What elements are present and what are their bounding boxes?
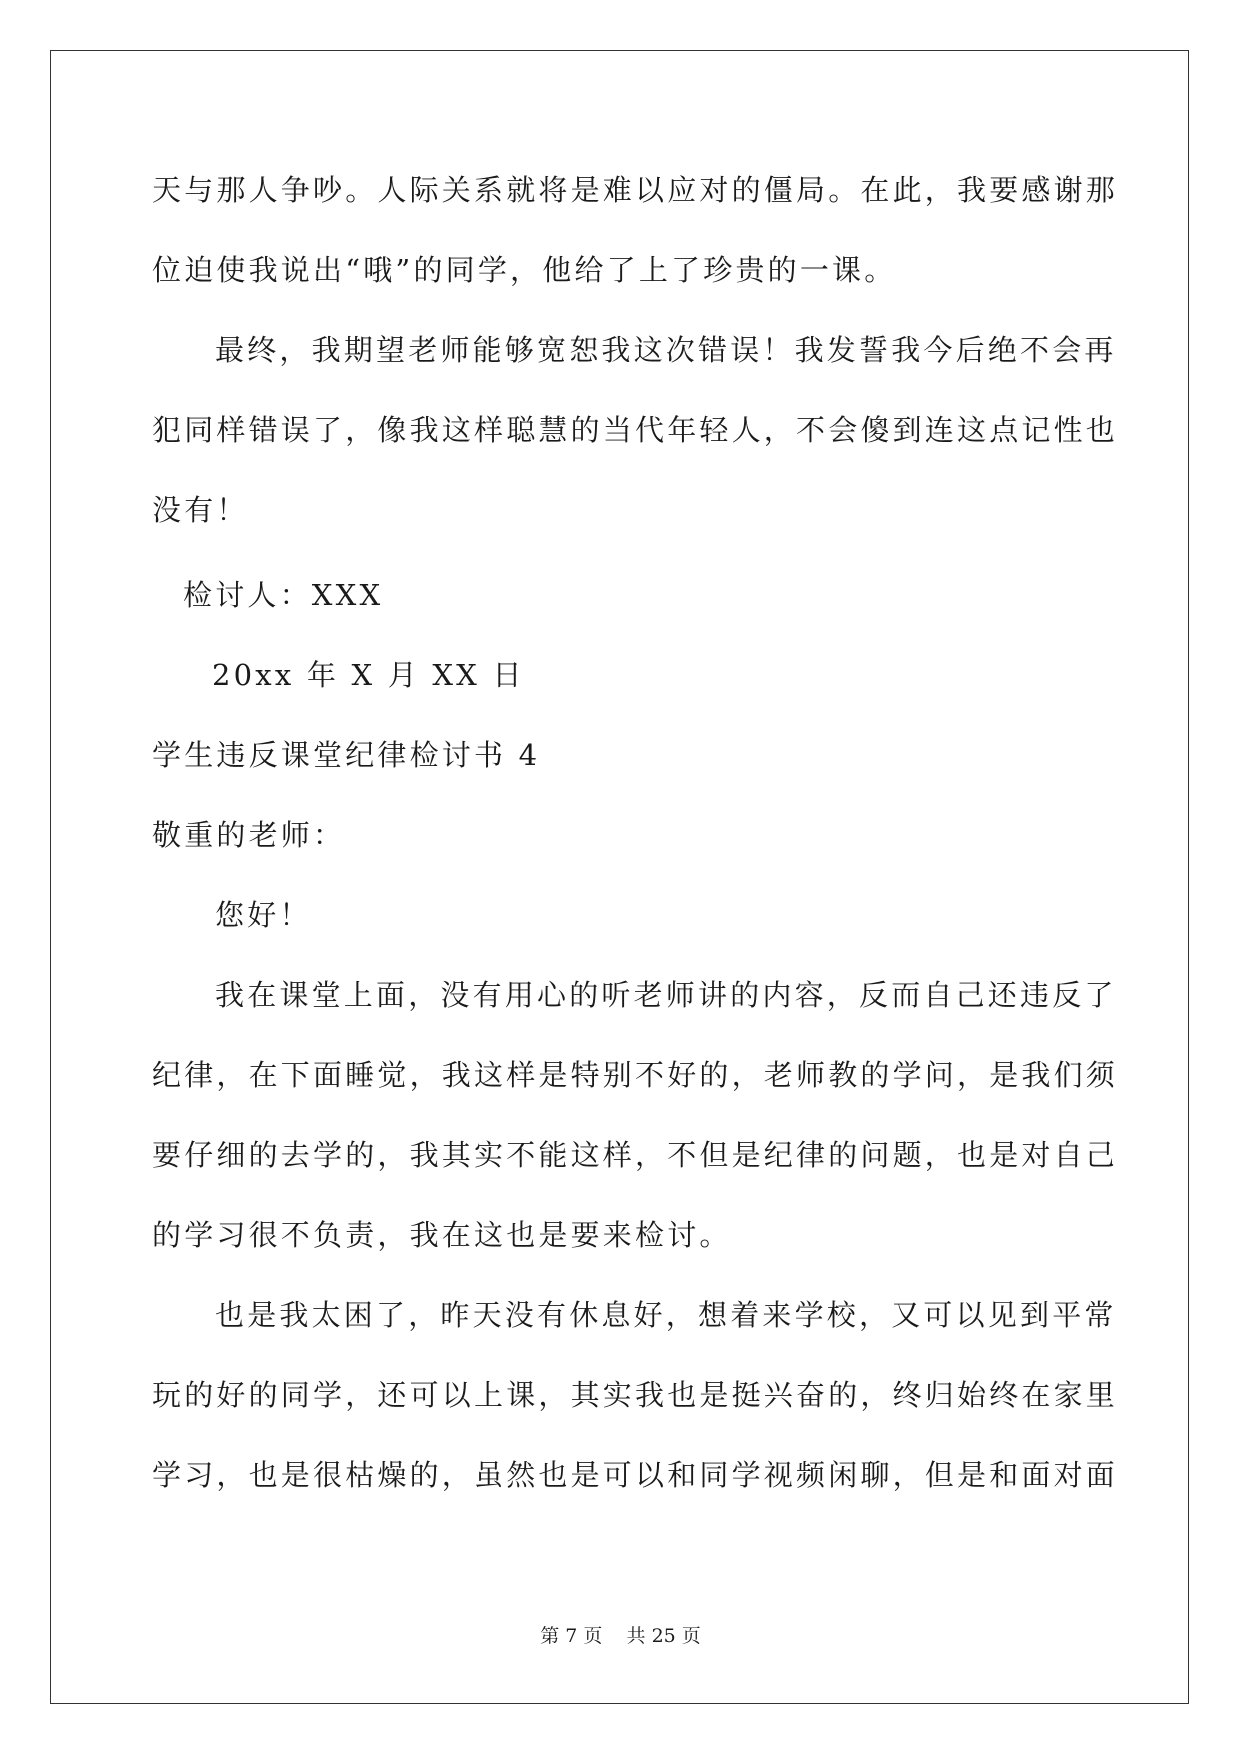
section-title: 学生违反课堂纪律检讨书 4 — [152, 738, 541, 772]
paragraph-start: 最终，我期望老师能够宽恕我这次错误！我发誓我今后绝不会再 — [215, 333, 1117, 367]
date-line: 20xx 年 X 月 XX 日 — [212, 658, 525, 692]
text-line: 玩的好的同学，还可以上课，其实我也是挺兴奋的，终归始终在家里 — [152, 1378, 1119, 1412]
page-number: 第 7 页 共 25 页 — [540, 1625, 701, 1647]
paragraph-start: 我在课堂上面，没有用心的听老师讲的内容，反而自己还违反了 — [215, 978, 1117, 1012]
text-line: 学习，也是很枯燥的，虽然也是可以和同学视频闲聊，但是和面对面 — [152, 1458, 1119, 1492]
signature-line: 检讨人：XXX — [183, 578, 384, 612]
salutation: 敬重的老师： — [152, 818, 346, 852]
text-line: 犯同样错误了，像我这样聪慧的当代年轻人，不会傻到连这点记性也 — [152, 413, 1119, 447]
text-line: 纪律，在下面睡觉，我这样是特别不好的，老师教的学问，是我们须 — [152, 1058, 1119, 1092]
text-line: 要仔细的去学的，我其实不能这样，不但是纪律的问题，也是对自己 — [152, 1138, 1119, 1172]
text-line: 的学习很不负责，我在这也是要来检讨。 — [152, 1218, 732, 1252]
text-line: 位迫使我说出“哦”的同学，他给了上了珍贵的一课。 — [152, 253, 897, 287]
text-line: 天与那人争吵。人际关系就将是难以应对的僵局。在此，我要感谢那 — [152, 173, 1119, 207]
text-line: 没有！ — [152, 493, 249, 527]
paragraph-start: 也是我太困了，昨天没有休息好，想着来学校，又可以见到平常 — [215, 1298, 1117, 1332]
greeting: 您好！ — [215, 898, 312, 932]
